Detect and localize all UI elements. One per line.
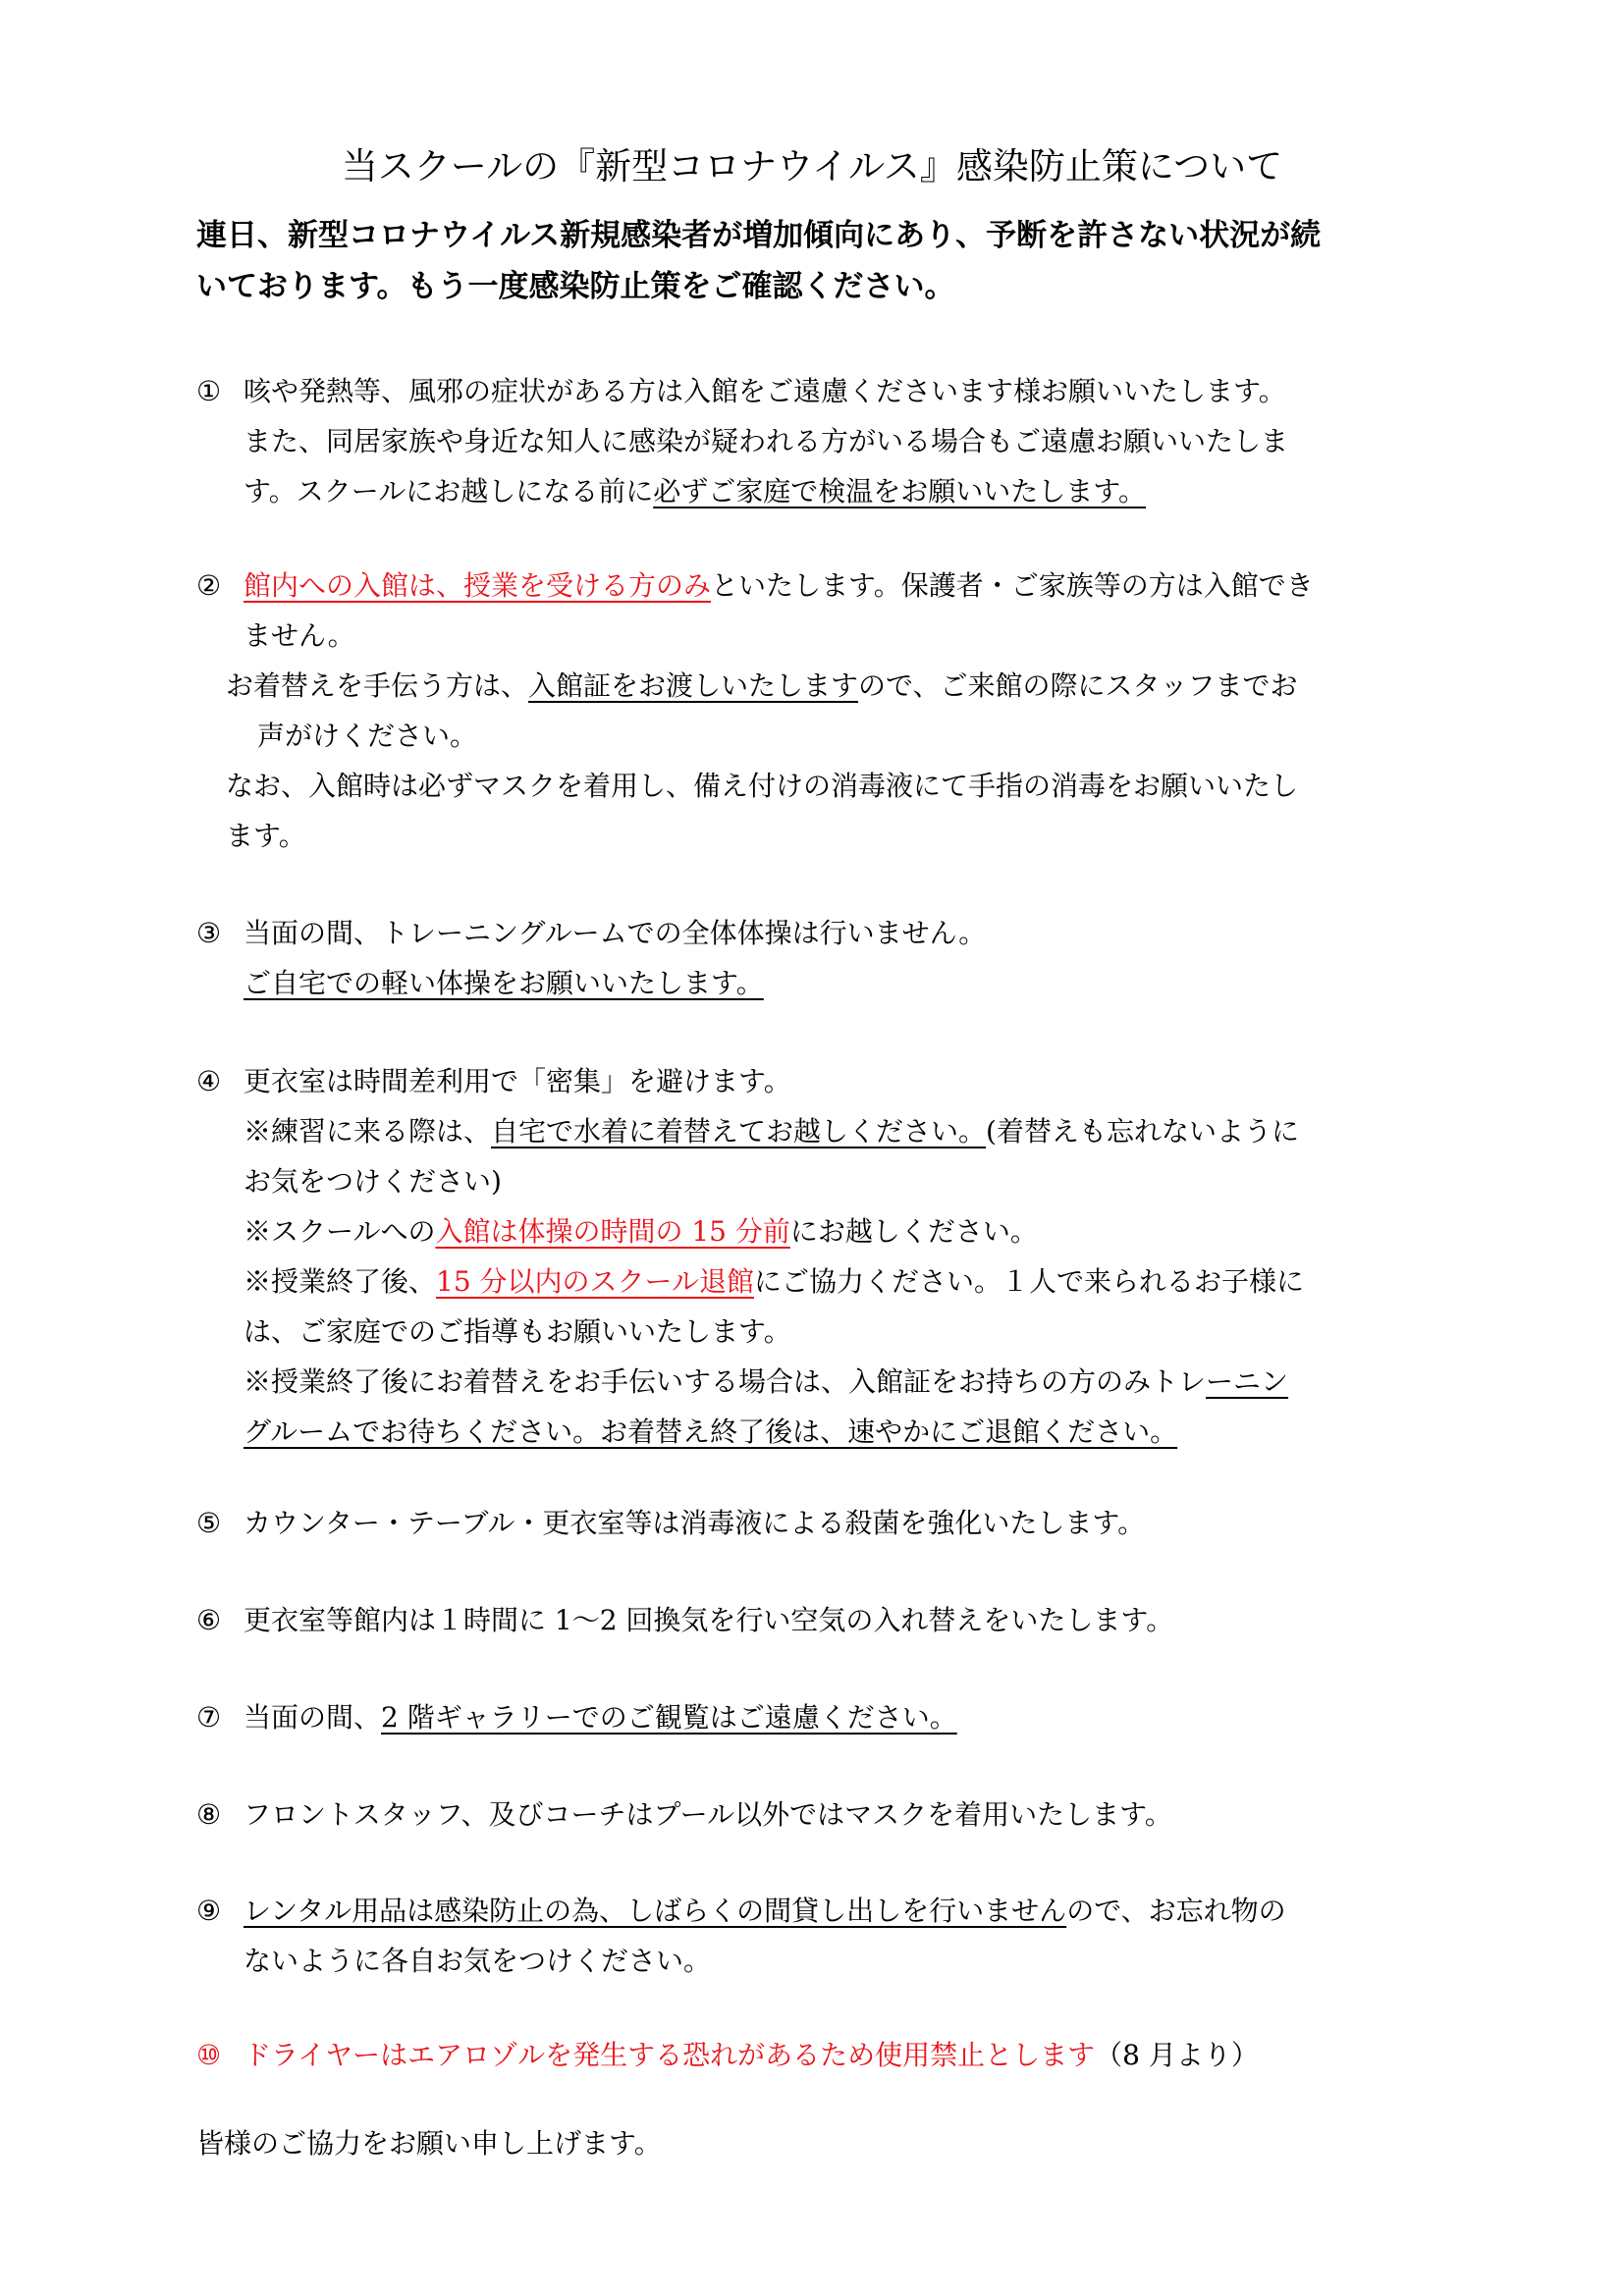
- item-number: ⑨: [196, 1895, 222, 1927]
- item-1: [196, 366, 1414, 516]
- intro-paragraph: [196, 210, 1414, 312]
- underlined-text: 必ずご家庭で検温をお願いいたします。: [653, 475, 1146, 507]
- item-text: カウンター・テーブル・更衣室等は消毒液による殺菌を強化いたします。: [244, 1507, 1146, 1539]
- item-line: [196, 1206, 1414, 1256]
- item-text: にご協力ください。１人で来られるお子様に: [754, 1265, 1305, 1298]
- page-title: 当スクールの『新型コロナウイルス』感染防止策について: [341, 145, 1283, 187]
- item-text: ので、お忘れ物の: [1066, 1895, 1286, 1927]
- item-line: [196, 466, 1414, 516]
- item-number: ⑥: [196, 1604, 222, 1636]
- item-text: 更衣室は時間差利用で「密集」を避けます。: [244, 1065, 791, 1097]
- item-line: [196, 1106, 1414, 1156]
- item-text: フロントスタッフ、及びコーチはプール以外ではマスクを着用いたします。: [244, 1798, 1172, 1831]
- item-line: [196, 366, 1414, 416]
- item-number: ②: [196, 569, 222, 602]
- item-text: ※スクールへの: [244, 1215, 436, 1248]
- item-2: [196, 561, 1414, 861]
- item-line: [196, 2030, 1414, 2080]
- item-9: [196, 1886, 1414, 1986]
- highlighted-text: ドライヤーはエアロゾルを発生する恐れがあるため使用禁止とします: [244, 2039, 1096, 2071]
- item-number: ⑧: [196, 1798, 222, 1831]
- highlighted-text: 館内への入館は、授業を受ける方のみ: [244, 569, 712, 602]
- item-text: にお越しください。: [789, 1215, 1038, 1248]
- item-number: ④: [196, 1065, 222, 1097]
- item-text: ので、ご来館の際にスタッフまでお: [858, 669, 1298, 702]
- item-number: ⑦: [196, 1701, 222, 1734]
- item-line: [196, 1357, 1414, 1407]
- item-3: [196, 908, 1414, 1008]
- item-line: [196, 908, 1414, 958]
- intro-line: いております。もう一度感染防止策をご確認ください。: [196, 269, 955, 304]
- item-line: [196, 1498, 1414, 1548]
- item-5: [196, 1498, 1414, 1548]
- item-7: [196, 1692, 1414, 1742]
- highlighted-text: 15 分以内のスクール退館: [436, 1265, 754, 1298]
- item-text: 更衣室等館内は１時間に 1～2 回換気を行い空気の入れ替えをいたします。: [244, 1604, 1174, 1636]
- item-text: といたします。保護者・ご家族等の方は入館でき: [711, 569, 1314, 602]
- item-8: [196, 1789, 1414, 1840]
- underlined-text: 2 階ギャラリーでのご観覧はご遠慮ください。: [381, 1701, 957, 1734]
- item-line: なお、入館時は必ずマスクを着用し、備え付けの消毒液にて手指の消毒をお願いいたし: [226, 770, 1299, 802]
- item-number: ⑩: [196, 2039, 222, 2071]
- item-line: [196, 561, 1414, 611]
- item-text: ※練習に来る際は、: [244, 1115, 492, 1148]
- underlined-text: 入館証をお渡しいたします: [528, 669, 859, 702]
- item-line: また、同居家族や身近な知人に感染が疑われる方がいる場合もご遠慮お願いいたしま: [244, 425, 1289, 457]
- item-line: [196, 1595, 1414, 1645]
- item-line: [196, 1256, 1414, 1307]
- item-6: [196, 1595, 1414, 1645]
- item-line: [196, 1407, 1414, 1457]
- underlined-text: ご自宅での軽い体操をお願いいたします。: [244, 967, 764, 999]
- item-line: は、ご家庭でのご指導もお願いいたします。: [244, 1315, 791, 1348]
- item-line: 声がけください。: [257, 720, 478, 752]
- item-text: す。スクールにお越しになる前に: [244, 475, 654, 507]
- item-text: ※授業終了後、: [244, 1265, 437, 1298]
- item-line: [196, 1789, 1414, 1840]
- item-4: [196, 1056, 1414, 1457]
- underlined-text: レンタル用品は感染防止の為、しばらくの間貸し出しを行いません: [244, 1895, 1067, 1927]
- item-10: [196, 2030, 1414, 2080]
- item-text: 当面の間、: [244, 1701, 382, 1734]
- underlined-text: グルームでお待ちください。お着替え終了後は、速やかにご退館ください。: [244, 1415, 1178, 1448]
- item-line: [196, 958, 1414, 1008]
- item-line: [196, 1056, 1414, 1106]
- item-text: (着替えも忘れないように: [986, 1115, 1299, 1148]
- item-text: 当面の間、トレーニングルームでの全体体操は行いません。: [244, 917, 987, 949]
- item-line: ます。: [226, 820, 306, 852]
- intro-line: 連日、新型コロナウイルス新規感染者が増加傾向にあり、予断を許さない状況が続: [196, 218, 1322, 253]
- item-number: ①: [196, 375, 222, 407]
- item-line: ません。: [244, 619, 355, 652]
- item-line: [196, 1692, 1414, 1742]
- item-text: （8 月より）: [1095, 2039, 1259, 2071]
- item-text: お着替えを手伝う方は、: [226, 669, 529, 702]
- underlined-text: ーニン: [1206, 1365, 1289, 1398]
- highlighted-text: 入館は体操の時間の 15 分前: [435, 1215, 790, 1248]
- underlined-text: 自宅で水着に着替えてお越しください。: [491, 1115, 987, 1148]
- item-line: [196, 1886, 1414, 1936]
- item-text: 咳や発熱等、風邪の症状がある方は入館をご遠慮くださいます様お願いいたします。: [244, 375, 1286, 407]
- item-text: ※授業終了後にお着替えをお手伝いする場合は、入館証をお持ちの方のみトレ: [244, 1365, 1207, 1398]
- item-number: ③: [196, 917, 222, 949]
- closing-text: 皆様のご協力をお願い申し上げます。: [196, 2127, 662, 2160]
- item-line: [196, 661, 1414, 711]
- item-number: ⑤: [196, 1507, 222, 1539]
- item-line: ないように各自お気をつけください。: [244, 1945, 712, 1977]
- item-line: お気をつけください): [244, 1165, 502, 1198]
